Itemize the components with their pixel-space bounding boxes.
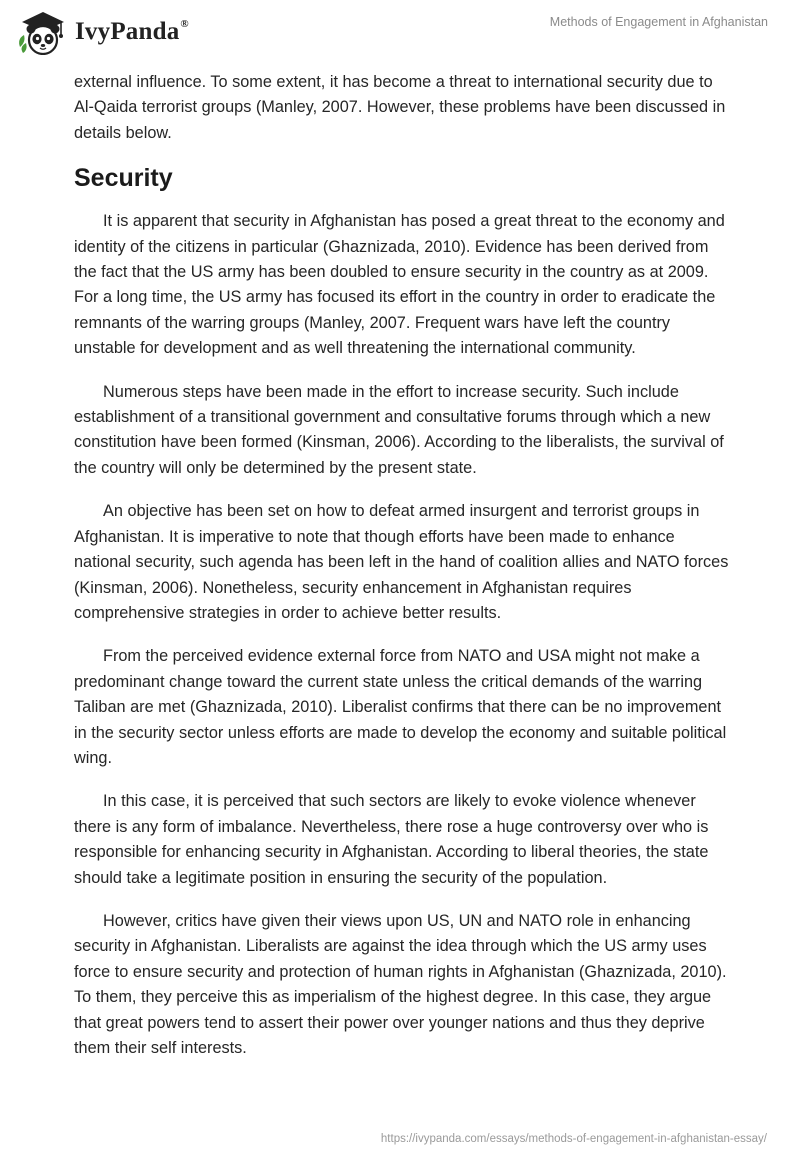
intro-paragraph: external influence. To some extent, it has become a threat to international security due to Al-Qaida terrorist groups (Manley, 2007. However, these problems have been discussed in details below.	[74, 73, 726, 142]
document-title: Methods of Engagement in Afghanistan	[549, 15, 768, 29]
page-header	[0, 0, 800, 66]
body-paragraph: An objective has been set on how to defeat armed insurgent and terrorist groups in Afghanistan. It is imperative to note that though efforts have been made to enhance national security, such agenda has been left in the hand of coalition allies and NATO forces (Kinsman, 2006). Nonetheless, security enhancement in Afghanistan requires comprehensive strategies in order to achieve better results.	[74, 502, 729, 622]
section-heading: Security	[74, 164, 173, 193]
panda-graduate-icon	[14, 9, 72, 55]
body-paragraph: In this case, it is perceived that such sectors are likely to evoke violence whenever there is any form of imbalance. Nevertheless, there rose a huge controversy over who is responsible for enhancing security in Afghanistan. According to liberal theories, the state should take a legitimate position in ensuring the security of the population.	[74, 792, 709, 887]
body-paragraph: However, critics have given their views upon US, UN and NATO role in enhancing security in Afghanistan. Liberalists are against the idea through which the US army uses force to ensure security and protection of human rights in Afghanistan (Ghaznizada, 2010). To them, they perceive this as imperialism of the highest degree. In this case, they argue that great powers tend to assert their power over younger nations and thus they deprive them their self interests.	[74, 911, 727, 1057]
essay-body	[74, 70, 734, 1079]
brand-logo[interactable]	[14, 9, 189, 55]
body-paragraph: It is apparent that security in Afghanistan has posed a great threat to the economy and identity of the citizens in particular (Ghaznizada, 2010). Evidence has been derived from the fact that the US army has been doubled to ensure security in the country as at 2009. For a long time, the US army has focused its effort in the country in order to eradicate the remnants of the warring groups (Manley, 2007. Frequent wars have left the country unstable for development and as well threatening the international community.	[74, 212, 725, 358]
body-paragraph: Numerous steps have been made in the effort to increase security. Such include establishment of a transitional government and consultative forums through which a new constitution have been formed (Kinsman, 2006). According to the liberalists, the survival of the country will only be determined by the present state.	[74, 382, 724, 477]
brand-name: IvyPanda®	[75, 18, 189, 45]
source-url-link[interactable]: https://ivypanda.com/essays/methods-of-engagement-in-afghanistan-essay/	[380, 1133, 767, 1145]
body-paragraph: From the perceived evidence external force from NATO and USA might not make a predominant change toward the current state unless the critical demands of the warring Taliban are met (Ghaznizada, 2010). Liberalist confirms that there can be no improvement in the security sector unless efforts are made to develop the economy and suitable political wing.	[74, 647, 727, 767]
